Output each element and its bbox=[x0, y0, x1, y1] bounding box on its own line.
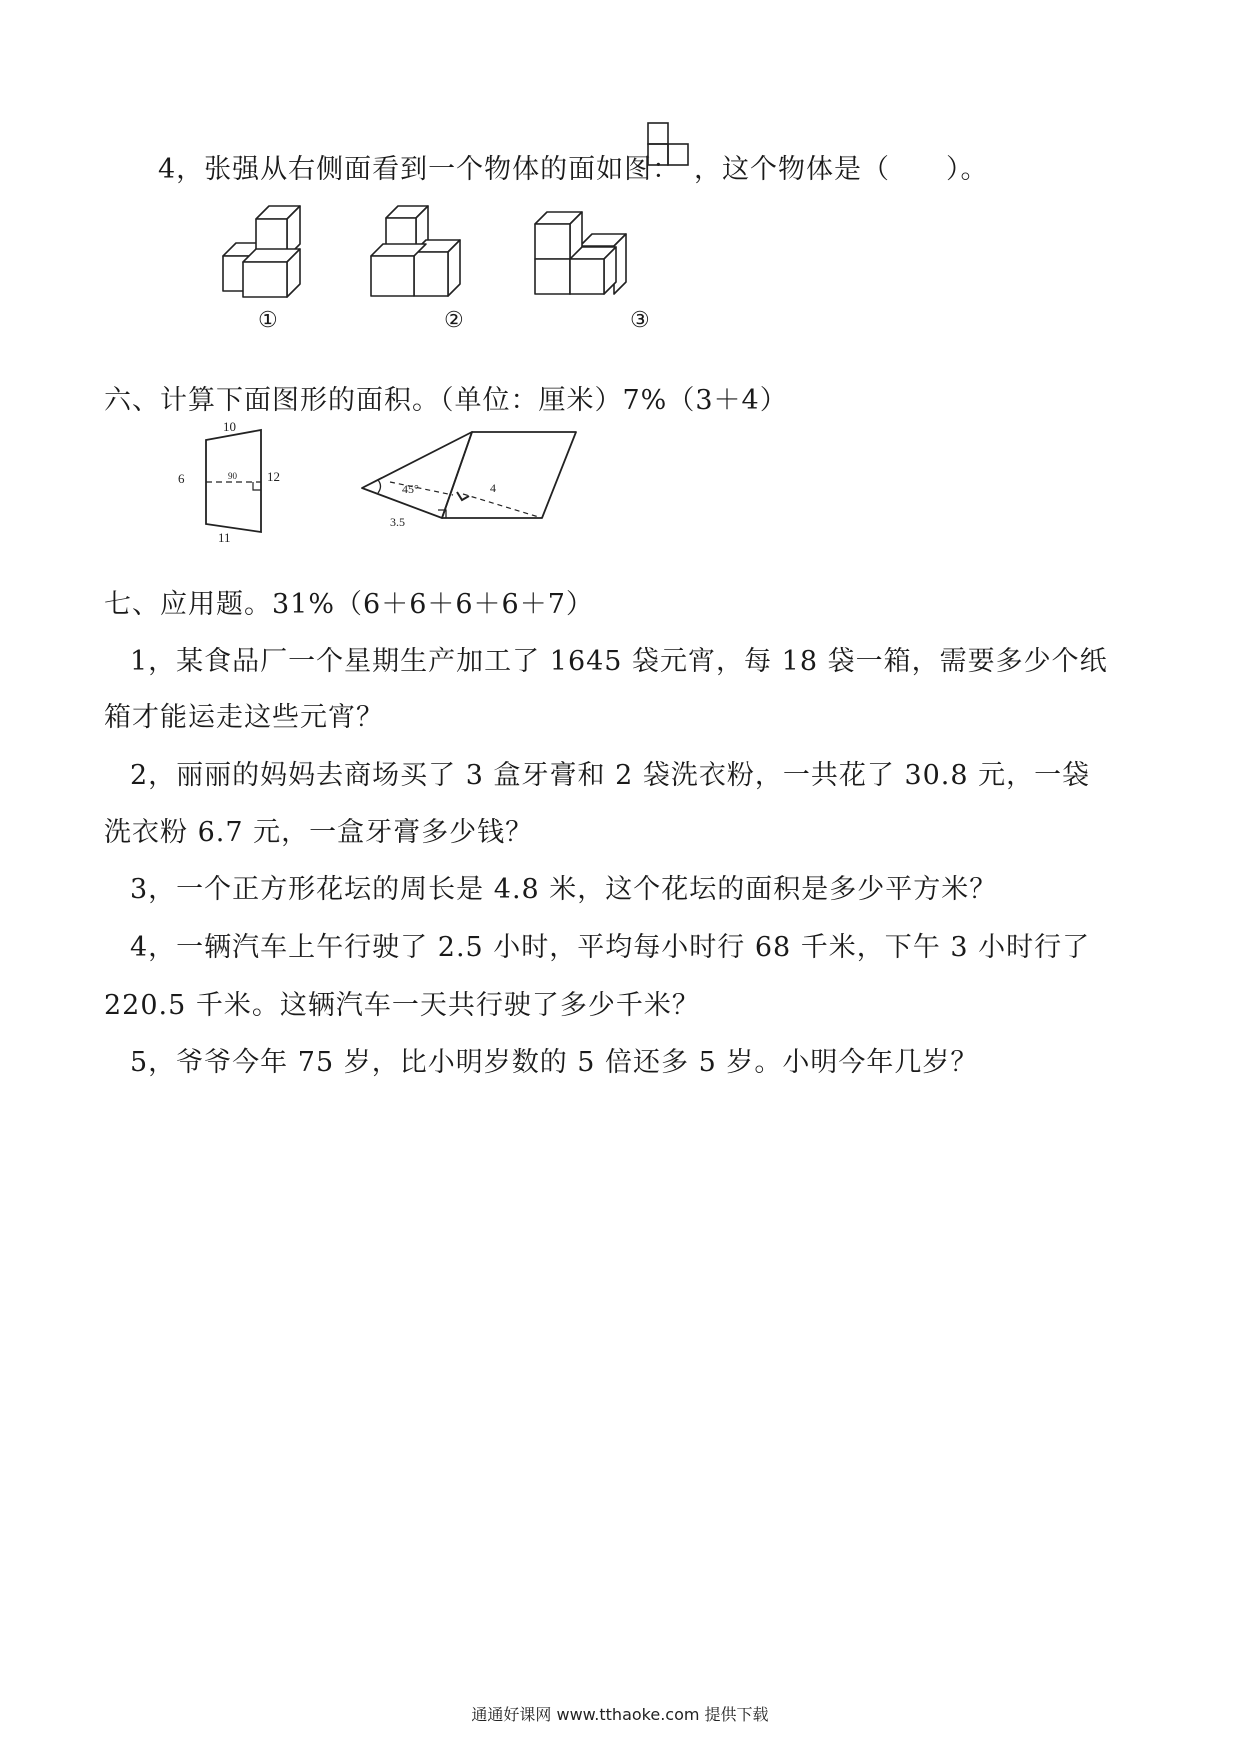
triangle-parallelogram-figure bbox=[350, 420, 590, 532]
problem-1-line-1: 1，某食品厂一个星期生产加工了 1645 袋元宵，每 18 袋一箱，需要多少个纸 bbox=[130, 646, 1108, 677]
cube-figure-option-3 bbox=[530, 208, 630, 298]
cube-figure-option-2 bbox=[366, 200, 464, 298]
side-view-figure bbox=[646, 121, 690, 167]
section-6-heading: 六、计算下面图形的面积。（单位：厘米）7%（3＋4） bbox=[104, 385, 788, 416]
problem-4-line-2: 220.5 千米。这辆汽车一天共行驶了多少千米？ bbox=[104, 990, 700, 1021]
trap-label-mid: 90 bbox=[228, 471, 237, 481]
option-1-label: ① bbox=[258, 308, 279, 333]
base-label: 3.5 bbox=[390, 515, 405, 529]
problem-1-line-2: 箱才能运走这些元宵？ bbox=[104, 702, 384, 733]
problem-2-line-2: 洗衣粉 6.7 元，一盒牙膏多少钱？ bbox=[104, 817, 534, 848]
trapezoid-figure bbox=[168, 412, 308, 554]
option-3-label: ③ bbox=[630, 308, 651, 333]
section-7-heading: 七、应用题。31%（6＋6＋6＋6＋7） bbox=[104, 589, 594, 620]
trap-label-right: 12 bbox=[267, 469, 280, 484]
q4-text-prefix: 4，张强从右侧面看到一个物体的面如图： bbox=[158, 154, 681, 185]
height-label: 4 bbox=[490, 481, 496, 495]
q4-text-suffix: ，这个物体是（ ）。 bbox=[694, 154, 989, 185]
footer-credit: 通通好课网 www.tthaoke.com 提供下载 bbox=[471, 1705, 769, 1724]
problem-2-line-1: 2，丽丽的妈妈去商场买了 3 盒牙膏和 2 袋洗衣粉，一共花了 30.8 元，一袋 bbox=[130, 760, 1091, 791]
problem-3: 3，一个正方形花坛的周长是 4.8 米，这个花坛的面积是多少平方米？ bbox=[130, 874, 998, 905]
problem-4-line-1: 4，一辆汽车上午行驶了 2.5 小时，平均每小时行 68 千米，下午 3 小时行了 bbox=[130, 932, 1091, 963]
problem-5: 5，爷爷今年 75 岁，比小明岁数的 5 倍还多 5 岁。小明今年几岁？ bbox=[130, 1047, 979, 1078]
option-2-label: ② bbox=[444, 308, 465, 333]
angle-label: 45° bbox=[402, 482, 419, 496]
trap-label-top: 10 bbox=[223, 419, 236, 434]
trap-label-left: 6 bbox=[178, 471, 185, 486]
cube-figure-option-1 bbox=[218, 200, 308, 298]
trap-label-bottom: 11 bbox=[218, 530, 231, 545]
